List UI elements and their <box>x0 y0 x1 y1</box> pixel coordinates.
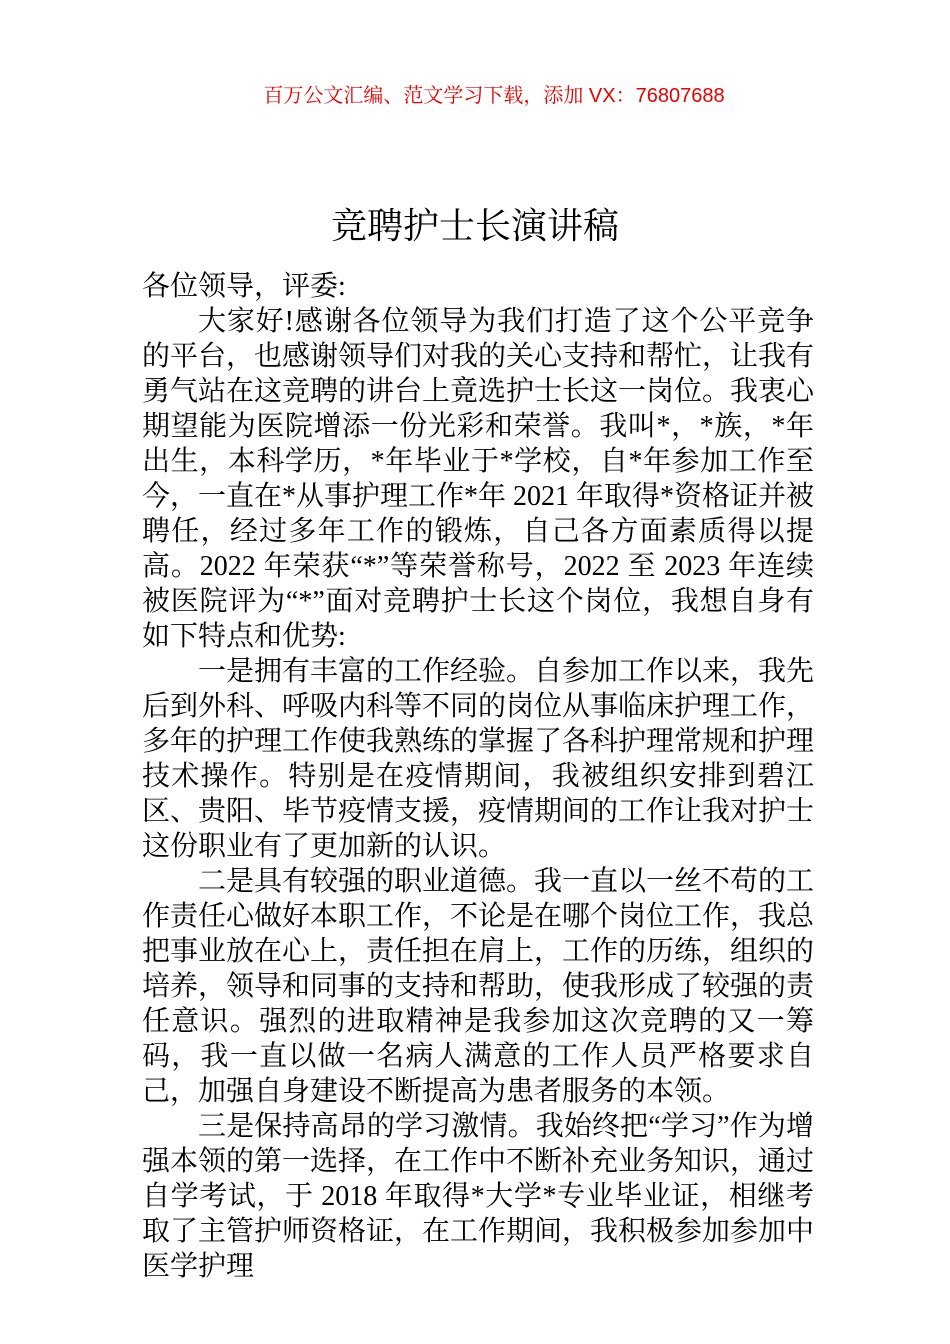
paragraph-point-3: 三是保持高昂的学习激情。我始终把“学习”作为增强本领的第一选择，在工作中不断补充业务知识，通过自学考试，于 2018 年取得*大学*专业毕业证，相继考取了主管护师资格证，在工作期间，我积极参加参加中医学护理 <box>142 1111 815 1282</box>
promo-banner: 百万公文汇编、范文学习下载，添加 VX：76807688 <box>263 85 725 107</box>
document-title: 竞聘护士长演讲稿 <box>330 205 619 247</box>
document-body <box>142 269 814 1284</box>
paragraph-point-1: 一是拥有丰富的工作经验。自参加工作以来，我先后到外科、呼吸内科等不同的岗位从事临床护理工作，多年的护理工作使我熟练的掌握了各科护理常规和护理技术操作。特别是在疫情期间，我被组织安排到碧江区、贵阳、毕节疫情支援，疫情期间的工作让我对护士这份职业有了更加新的认识。 <box>142 656 815 862</box>
paragraph-opening: 大家好!感谢各位领导为我们打造了这个公平竞争的平台，也感谢领导们对我的关心支持和帮忙，让我有勇气站在这竞聘的讲台上竟选护士长这一岗位。我衷心期望能为医院增添一份光彩和荣誉。我叫*，*族，*年出生，本科学历，*年毕业于*学校，自*年参加工作至今，一直在*从事护理工作*年 2021 年取得*资格证并被聘任，经过多年工作的锻炼，自己各方面素质得以提高。2022 年荣获“*”等荣誉称号，2022 至 2023 年连续被医院评为“*”面对竞聘护士长这个岗位，我想自身有如下特点和优势: <box>142 306 815 652</box>
paragraph-point-2: 二是具有较强的职业道德。我一直以一丝不苟的工作责任心做好本职工作，不论是在哪个岗位工作，我总把事业放在心上，责任担在肩上，工作的历练，组织的培养，领导和同事的支持和帮助，使我形成了较强的责任意识。强烈的进取精神是我参加这次竞聘的又一筹码，我一直以做一名病人满意的工作人员严格要求自己，加强自身建设不断提高为患者服务的本领。 <box>142 866 815 1107</box>
salutation-line: 各位领导，评委: <box>142 271 346 302</box>
